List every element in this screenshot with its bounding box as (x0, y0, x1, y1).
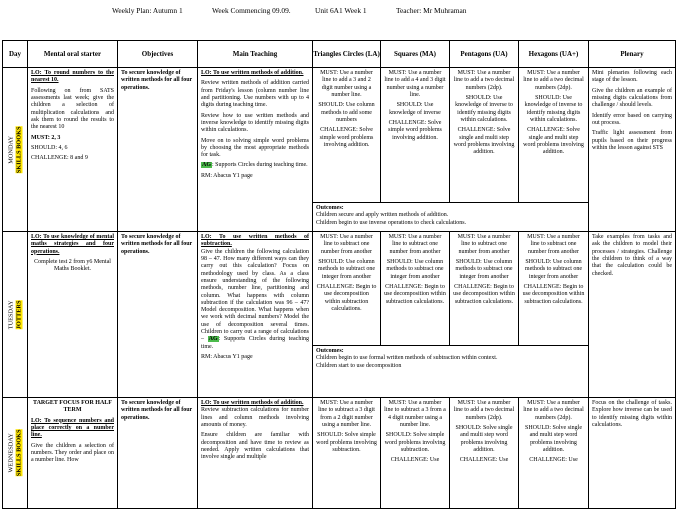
challenge-task: CHALLENGE: Begin to use decomposition within subtraction calculations. (316, 283, 377, 312)
col-main-teaching: Main Teaching (197, 40, 313, 68)
resource-ref: RM: Abacus Y1 page (201, 354, 253, 360)
must-task: MUST: Use a number line to subtract a 3 digit from a 2 digit number using a number line. (318, 400, 375, 428)
col-squares: Squares (MA) (380, 40, 450, 68)
should-task: SHOULD: Use column methods to subtract one integer from another (317, 258, 376, 280)
must-task: MUST: Use a number line to subtract one number from another (388, 234, 442, 255)
challenge-task: CHALLENGE: Solve single and multi step word problems involving addition. (453, 127, 515, 156)
wednesday-triangles (312, 397, 381, 509)
challenge-task: CHALLENGE: Begin to use decomposition within subtraction calculations. (453, 283, 515, 305)
adult-support (201, 162, 309, 169)
plenary-paragraph: Mini plenaries following each stage of the lesson. (592, 70, 672, 84)
must-task: MUST: Use a number line to subtract one number from another (457, 234, 511, 255)
should-level: SHOULD: 4, 6 (31, 144, 68, 151)
wednesday-plenary: Focus on the challenge of tasks. Explore how inverse can be used to identify missing digits within calculations. (588, 397, 676, 509)
should-task: SHOULD: Use knowledge of inverse to identify missing digits within calculations. (455, 94, 513, 123)
day-monday (2, 67, 28, 232)
should-task: SHOULD: Use knowledge of inverse (389, 102, 441, 116)
monday-objectives: To secure knowledge of written methods for all four operations. (117, 67, 198, 232)
challenge-task: CHALLENGE: Begin to use decomposition within subtraction calculations. (384, 283, 446, 305)
teaching-paragraph: Review written methods of addition carried from Friday's lesson (column number line and partitioning. Use numbers with up to 4 digits during teaching time. (201, 80, 309, 109)
book-label: SKILLS BOOKS (15, 126, 23, 173)
should-task: SHOULD: Solve simple word problems involving subtraction. (316, 432, 377, 453)
plenary-paragraph: Identify error based on carrying out process. (592, 112, 672, 126)
learning-objective: LO: To use knowledge of mental maths strategies and four operations. (31, 234, 114, 255)
wednesday-hexagons (518, 397, 589, 509)
should-task: SHOULD: Use column methods to subtract one integer from another (386, 258, 444, 280)
teaching-paragraph: Move on to solving simple word problems by choosing the most appropriate methods for task. (201, 137, 309, 159)
outcome-line: Children start to use decomposition (316, 362, 402, 369)
starter-text: Following on from SATS assessments last week; give the children a selection of multiplication calculations and ask them to round the results to the nearest 10 (31, 87, 114, 131)
tuesday-hexagons (518, 231, 589, 346)
must-task: MUST: Use a number line to add a two decimal numbers (2dp). (453, 400, 515, 421)
week-commencing: Week Commencing 09.09. (212, 6, 291, 15)
tuesday-triangles (312, 231, 381, 346)
day-tuesday (2, 231, 28, 398)
teaching-paragraph: Review subtraction calculations for number lines and column methods involving amounts of money. (201, 407, 309, 428)
monday-main-teaching (197, 67, 313, 232)
must-task: MUST: Use a number line to subtract a 3 from a 4 digit number using a number line. (384, 400, 446, 428)
col-day: Day (2, 40, 28, 68)
ag-tag: AG (208, 336, 218, 343)
must-task: MUST: Use a number line to add a two decimal numbers (2dp). (523, 70, 584, 91)
challenge-task: CHALLENGE: Solve simple word problems involving addition. (319, 127, 374, 148)
should-task: SHOULD: Use knowledge of inverse to identify missing digits within calculations. (524, 94, 583, 123)
challenge-task: CHALLENGE: Solve simple word problems involving addition. (388, 119, 442, 141)
teaching-paragraph (201, 249, 309, 351)
must-task: MUST: Use a number line to add a 4 and 3 digit number using a number line. (384, 70, 446, 98)
should-task: SHOULD: Solve single and multi step word problems involving addition. (525, 424, 582, 453)
plenary-paragraph: Traffic light assessment from pupils based on their progress within the lesson against STS (592, 130, 672, 151)
should-task: SHOULD: Use column methods to subtract one integer from another (455, 258, 513, 280)
target-focus: TARGET FOCUS FOR HALF TERM (33, 400, 112, 414)
plan-header (0, 6, 678, 20)
learning-objective: LO: To use written methods of addition. (201, 400, 304, 406)
must-task: MUST: Use a number line to add a 3 and 2 digit number using a number line. (320, 70, 373, 98)
teaching-text: Give the children the following calculation 98 – 47. How many different ways can they carry out this calculation? Focus on methodology used by class. As a class ensure understanding of the following methods, number line, partitioning and column. What happens with column subtraction if the calculation was 96 – 47? Model decomposition. What happens when we work with decimal numbers? Model the use of decomposition several times. Children to carry out a range of calculations – (201, 248, 309, 343)
resource-ref: RM: Abacus Y1 page (201, 172, 253, 179)
col-plenary: Plenary (588, 40, 676, 68)
day-label: MONDAY (7, 135, 15, 164)
book-label: SKILLS BOOKS (15, 429, 23, 477)
tuesday-objectives: To secure knowledge of written methods for all four operations. (117, 231, 198, 398)
monday-outcomes (312, 202, 589, 232)
day-label: WEDNESDAY (7, 433, 15, 473)
challenge-level: CHALLENGE: 8 and 9 (31, 155, 88, 162)
must-task: MUST: Use a number line to subtract one number from another (320, 234, 373, 255)
outcomes-label: Outcomes: (316, 348, 344, 354)
ag-text: : Supports Circles during teaching time. (201, 336, 309, 350)
should-task: SHOULD: Solve simple word problems involving subtraction. (384, 432, 446, 453)
outcome-line: Children begin to use inverse operations to check calculations. (316, 219, 467, 226)
outcomes-label: Outcomes: (316, 205, 344, 211)
must-task: MUST: Use a number line to subtract one number from another (527, 234, 580, 255)
challenge-task: CHALLENGE: Begin to use decomposition within subtraction calculations. (522, 283, 585, 305)
learning-objective: LO: To sequence numbers and place correctly on a number line. (31, 417, 114, 439)
starter-text: Complete test 2 from y6 Mental Maths Booklet. (34, 258, 111, 273)
tuesday-squares (380, 231, 450, 346)
monday-squares (380, 67, 450, 203)
starter-text: Give the children a selection of numbers. They order and place on a number line. How (31, 442, 114, 464)
learning-objective: LO: To use written methods of subtraction. (201, 234, 309, 248)
plenary-paragraph: Give the children an example of missing digits calculations from challenge / should levels. (592, 87, 672, 109)
should-task: SHOULD: Use column methods to add some numbers (318, 102, 375, 123)
ag-text: : Supports Circles during teaching time. (212, 162, 308, 169)
learning-objective: LO: To use written methods of addition. (201, 70, 304, 76)
teaching-paragraph: Ensure children are familiar with decomposition and have time to review as needed. Apply written calculations that involve single and multiple (201, 432, 309, 461)
col-triangles: Triangles Circles (LA) (312, 40, 381, 68)
col-mental: Mental oral starter (27, 40, 118, 68)
must-task: MUST: Use a number line to add a two decimal numbers (2dp). (453, 70, 515, 91)
wednesday-mental-starter (27, 397, 118, 509)
learning-objective: LO: To round numbers to the nearest 10. (31, 70, 114, 84)
should-task: SHOULD: Use column methods to subtract one integer from another (524, 258, 583, 280)
col-hexagons: Hexagons (UA+) (518, 40, 589, 68)
outcome-line: Children secure and apply written methods of addition. (316, 212, 449, 219)
book-label: JOTTERS (15, 300, 22, 329)
tuesday-plenary: Take examples from tasks and ask the children to model their processes / strategies. Challenge the children to think of a way that the calculation could be checked. (588, 231, 676, 398)
monday-plenary (588, 67, 676, 232)
day-label: TUESDAY (7, 300, 15, 329)
monday-hexagons (518, 67, 589, 203)
outcome-line: Children begin to use formal written methods of subtraction within context. (316, 355, 498, 362)
monday-triangles (312, 67, 381, 203)
ag-tag: AG (202, 162, 211, 169)
tuesday-main-teaching (197, 231, 313, 398)
wednesday-objectives: To secure knowledge of written methods for all four operations. (117, 397, 198, 509)
wednesday-squares (380, 397, 450, 509)
tuesday-outcomes (312, 345, 589, 398)
col-pentagons: Pentagons (UA) (449, 40, 519, 68)
must-task: MUST: Use a number line to add a two decimal numbers (2dp). (523, 400, 584, 421)
challenge-task: CHALLENGE: Use (529, 457, 578, 464)
tuesday-mental-starter (27, 231, 118, 398)
day-wednesday (2, 397, 28, 509)
challenge-task: CHALLENGE: Solve single and multi step word problems involving addition. (523, 127, 584, 156)
challenge-task: CHALLENGE: Use (459, 457, 509, 464)
teacher-label: Teacher: Mr Muhraman (396, 6, 467, 15)
should-task: SHOULD: Solve single and multi step word problems involving addition. (455, 424, 513, 453)
weekly-plan-title: Weekly Plan: Autumn 1 (112, 6, 183, 15)
col-objectives: Objectives (117, 40, 198, 68)
wednesday-pentagons (449, 397, 519, 509)
monday-pentagons (449, 67, 519, 203)
wednesday-main-teaching (197, 397, 313, 509)
challenge-task: CHALLENGE: Use (390, 457, 440, 464)
teaching-paragraph: Review how to use written methods and inverse knowledge to identify missing digits within calculations. (201, 112, 309, 134)
tuesday-pentagons (449, 231, 519, 346)
must-level: MUST: 2, 3 (31, 134, 61, 141)
monday-mental-starter (27, 67, 118, 232)
unit-label: Unit 6A1 Week 1 (315, 6, 367, 15)
